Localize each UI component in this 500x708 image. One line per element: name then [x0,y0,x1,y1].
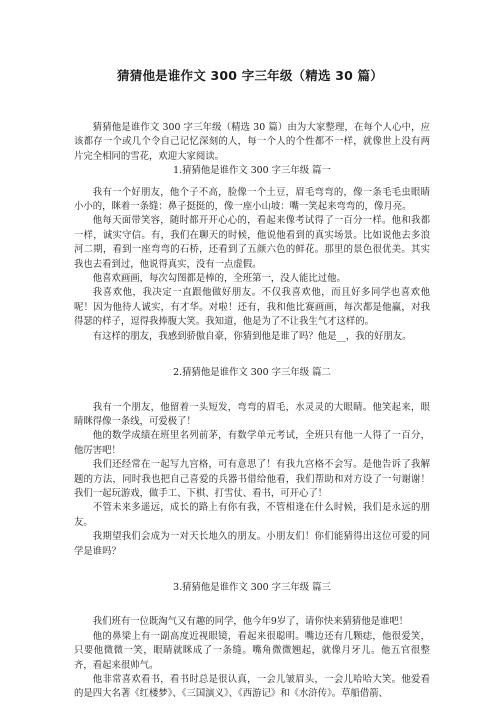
section-2-paragraph: 不管未来多遥远，成长的路上有你有我，不管相逢在什么时候，我们是永远的朋友。 [74,502,430,528]
section-1-paragraph: 他喜欢画画，每次勾图都是棒的，全班第一，没人能比过他。 [92,273,346,285]
section-2-paragraph: 我们还经常在一起写九宫格，可有意思了！有我九宫格不会写。是他告诉了我解题的方法，同时我也把自己喜爱的兵器书借给他看，我们帮助和对方设了一句谢谢！我们一起玩游戏，做手工、下棋、打雪仗、看书，可开心了！ [74,459,430,499]
section-2-heading: 2.猜猜他是谁作文 300 字三年级 篇二 [173,367,331,379]
section-3-paragraph: 我们班有一位既淘气又有趣的同学，他今年9岁了，请你快来猜猜他是谁吧！ [92,616,409,628]
section-2-paragraph: 他的数学成绩在班里名列前茅，有数学单元考试，全班只有他一人得了一百分，他厉害吧！ [74,430,430,456]
document-body [74,121,430,702]
section-1-paragraph: 我喜欢他，我决定一直跟他做好朋友。不仅我喜欢他，而且好多同学也喜欢他呢！因为他待人诚实，有才华。对啦！还有，我和他比赛画画，每次都是他赢，对我得瑟的样子，逗得我捧腹大笑。我知道，他是为了不让我生气才这样的。 [74,287,430,328]
document-title: 猜猜他是谁作文 300 字三年级（精选 30 篇） [117,68,383,83]
section-2-paragraph: 我有一个朋友，他留着一头短发，弯弯的眉毛，水灵灵的大眼睛。他笑起来，眼睛眯得像一条线，可爱极了！ [74,401,430,427]
section-1-paragraph: 我有一个好朋友，他个子不高，脸像一个土豆，眉毛弯弯的，像一条毛毛虫眼睛小小的，眯着一条缝：鼻子挺挺的，像一座小山坡：嘴一笑起来弯弯的，像月亮。 [74,186,430,213]
section-2-paragraph: 我期望我们会成为一对天长地久的朋友。小朋友们！你们能猜得出这位可爱的同学是谁吗？ [74,531,430,557]
section-3-paragraph: 他非常喜欢看书，看书时总是很认真，一会儿皱眉头，一会儿哈哈大笑。他爱看的是四大名著《红楼梦》、《三国演义》、《西游记》和《水浒传》。草船借箭、 [74,674,430,700]
section-1-paragraph: 他每天面带笑容，随时都开开心心的，看起来像考试得了一百分一样。他和我都一样，诚实守信。有，我们在聊天的时候，他说他看到的真实场景。比如说他去多浪河二期，看到一座弯弯的石桥，还看到了五颜六色的鲜花。那里的景色很优美。其实我也去看到过，他说得真实，没有一点虚假。 [74,215,430,270]
section-3-paragraph: 他的鼻梁上有一副高度近视眼镜，看起来很聪明。嘴边还有几颗痣，他很爱笑，只要他微微一笑，眼睛就眯成了一条缝。嘴角微微翘起，就像月牙儿。他五官很整齐，看起来很帅气。 [74,630,430,671]
section-3-heading: 3.猜猜他是谁作文 300 字三年级 篇三 [173,581,331,593]
section-1-heading: 1.猜猜他是谁作文 300 字三年级 篇一 [173,165,331,177]
intro-paragraph: 猜猜他是谁作文 300 字三年级（精选 30 篇）由为大家整理，在每个人心中，应该都存一个或几个令自己记忆深刻的人，每一个人的个性都不一样，就像世上没有两片完全相同的雪花，欢迎大家阅读。 [74,122,430,162]
section-1-paragraph: 有这样的朋友，我感到骄傲自豪，你猜到他是谁了吗？他是__，我的好朋友。 [92,330,412,342]
